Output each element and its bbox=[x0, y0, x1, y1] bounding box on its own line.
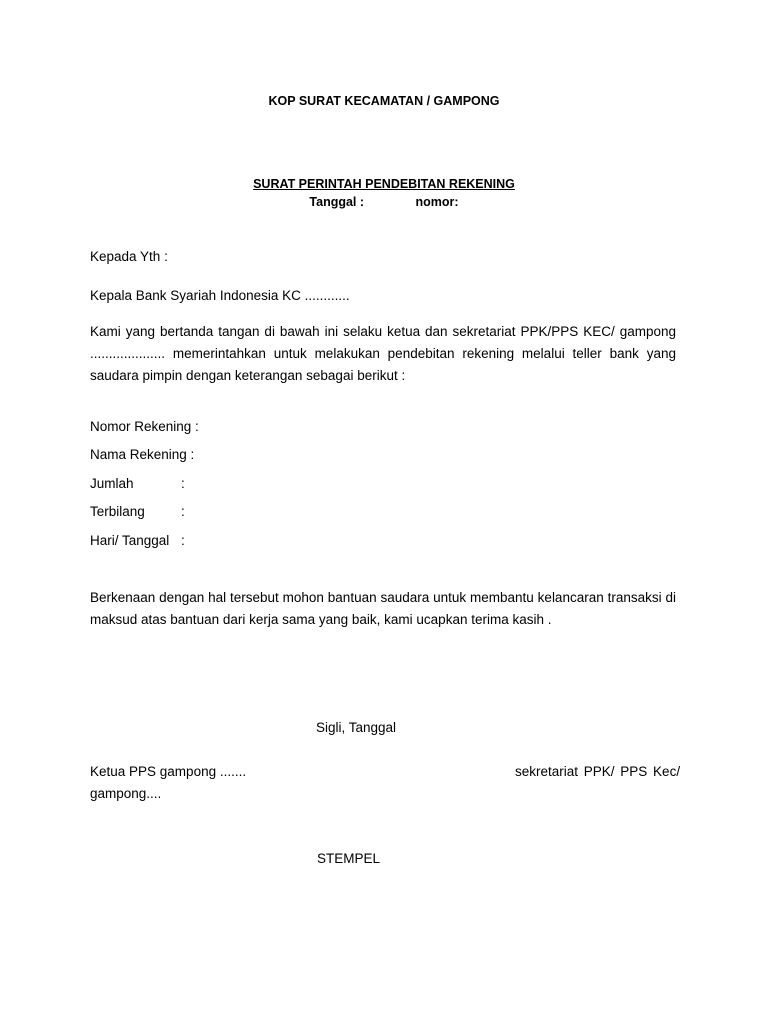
left-signatory: Ketua PPS gampong ....... bbox=[90, 764, 247, 779]
field-label: Hari/ Tanggal bbox=[90, 533, 170, 548]
intro-paragraph: Kami yang bertanda tangan di bawah ini selaku ketua dan sekretariat PPK/PPS KEC/ gampong .................... memerintahkan untuk melakukan pendebitan rekening melalui teller bank yang saudara pimpin dengan keterangan sebagai berikut : bbox=[90, 324, 676, 383]
field-colon: : bbox=[181, 476, 185, 491]
field-label: Terbilang bbox=[90, 504, 145, 519]
field-label: Nomor Rekening : bbox=[90, 419, 199, 434]
letterhead-kop: KOP SURAT KECAMATAN / GAMPONG bbox=[268, 94, 500, 108]
date-number-line bbox=[0, 195, 768, 209]
field-hari-tanggal bbox=[90, 533, 185, 548]
letter-title bbox=[0, 177, 768, 191]
nomor-label: nomor: bbox=[415, 195, 459, 209]
field-colon: : bbox=[181, 504, 185, 519]
right-signatory: sekretariat PPK/ PPS Kec/ bbox=[515, 764, 681, 779]
field-label: Jumlah bbox=[90, 476, 134, 491]
stamp-placeholder: STEMPEL bbox=[317, 851, 381, 866]
closing-paragraph: Berkenaan dengan hal tersebut mohon bantuan saudara untuk membantu kelancaran transaksi di maksud atas bantuan dari kerja sama yang baik, kami ucapkan terima kasih . bbox=[90, 590, 676, 627]
field-nomor-rekening bbox=[90, 419, 199, 434]
field-nama-rekening bbox=[90, 447, 194, 462]
field-label: Nama Rekening : bbox=[90, 447, 195, 462]
right-signatory-continued: gampong.... bbox=[90, 786, 162, 801]
recipient-salutation: Kepada Yth : bbox=[90, 249, 168, 264]
field-jumlah bbox=[90, 476, 185, 491]
field-colon: : bbox=[181, 533, 185, 548]
letter-title-text: SURAT PERINTAH PENDEBITAN REKENING bbox=[253, 177, 515, 191]
recipient-bank-head: Kepala Bank Syariah Indonesia KC ............ bbox=[90, 288, 350, 303]
place-date: Sigli, Tanggal bbox=[316, 720, 397, 735]
field-terbilang bbox=[90, 504, 185, 519]
tanggal-label: Tanggal : bbox=[309, 195, 365, 209]
